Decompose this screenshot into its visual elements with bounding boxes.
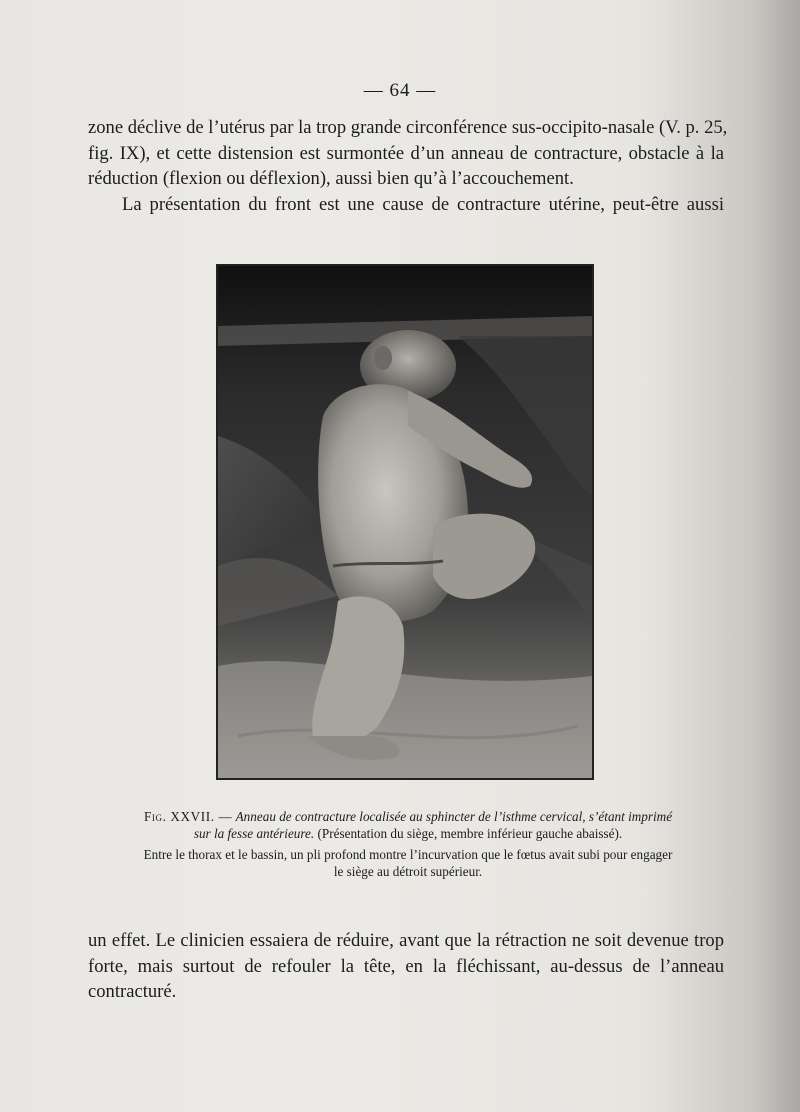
paragraph-continuation-bottom xyxy=(88,928,724,1005)
figure-label: Fig. XXVII. — xyxy=(143,809,233,824)
caption-roman-text: (Présentation du siège, membre inférieur gauche abaissé). xyxy=(314,826,623,841)
paragraph-continuation xyxy=(88,115,728,192)
text-line: fig. IX), et cette distension est surmontée d’un anneau de contracture, obstacle à la xyxy=(88,142,724,164)
caption-line xyxy=(98,808,718,825)
caption-line xyxy=(98,825,718,842)
text-line: zone déclive de l’utérus par la trop grande circonférence sus-occipito-nasale (V. p. 25, xyxy=(88,117,728,138)
text-line: réduction (flexion ou déflexion), aussi bien qu’à l’accouchement. xyxy=(88,168,574,189)
top-text-block xyxy=(88,115,728,217)
paragraph-front-presentation xyxy=(88,192,724,218)
text-line: forte, mais surtout de refouler la tête, en la fléchissant, au-dessus de l’anneau xyxy=(88,955,724,977)
text-line: La présentation du front est une cause de contracture utérine, peut-être aussi xyxy=(122,193,724,215)
text-line: un effet. Le clinicien essaiera de réduire, avant que la rétraction ne soit devenue trop xyxy=(88,930,724,951)
caption-italic-text: sur la fesse antérieure. xyxy=(193,826,315,841)
caption-italic-text: Anneau de contracture localisée au sphincter de l’isthme cervical, s’étant imprimé xyxy=(235,809,673,824)
text-line: contracturé. xyxy=(88,981,177,1002)
caption-note-line: le siège au détroit supérieur. xyxy=(333,864,483,879)
figure-caption xyxy=(98,808,718,880)
caption-note-line: Entre le thorax et le bassin, un pli profond montre l’incurvation que le fœtus avait subi pour engager xyxy=(143,847,673,862)
page-number: — 64 — xyxy=(363,80,437,101)
fetus-photograph-image xyxy=(218,266,592,778)
bottom-text-block xyxy=(88,928,724,1005)
figure-photograph xyxy=(216,264,594,780)
